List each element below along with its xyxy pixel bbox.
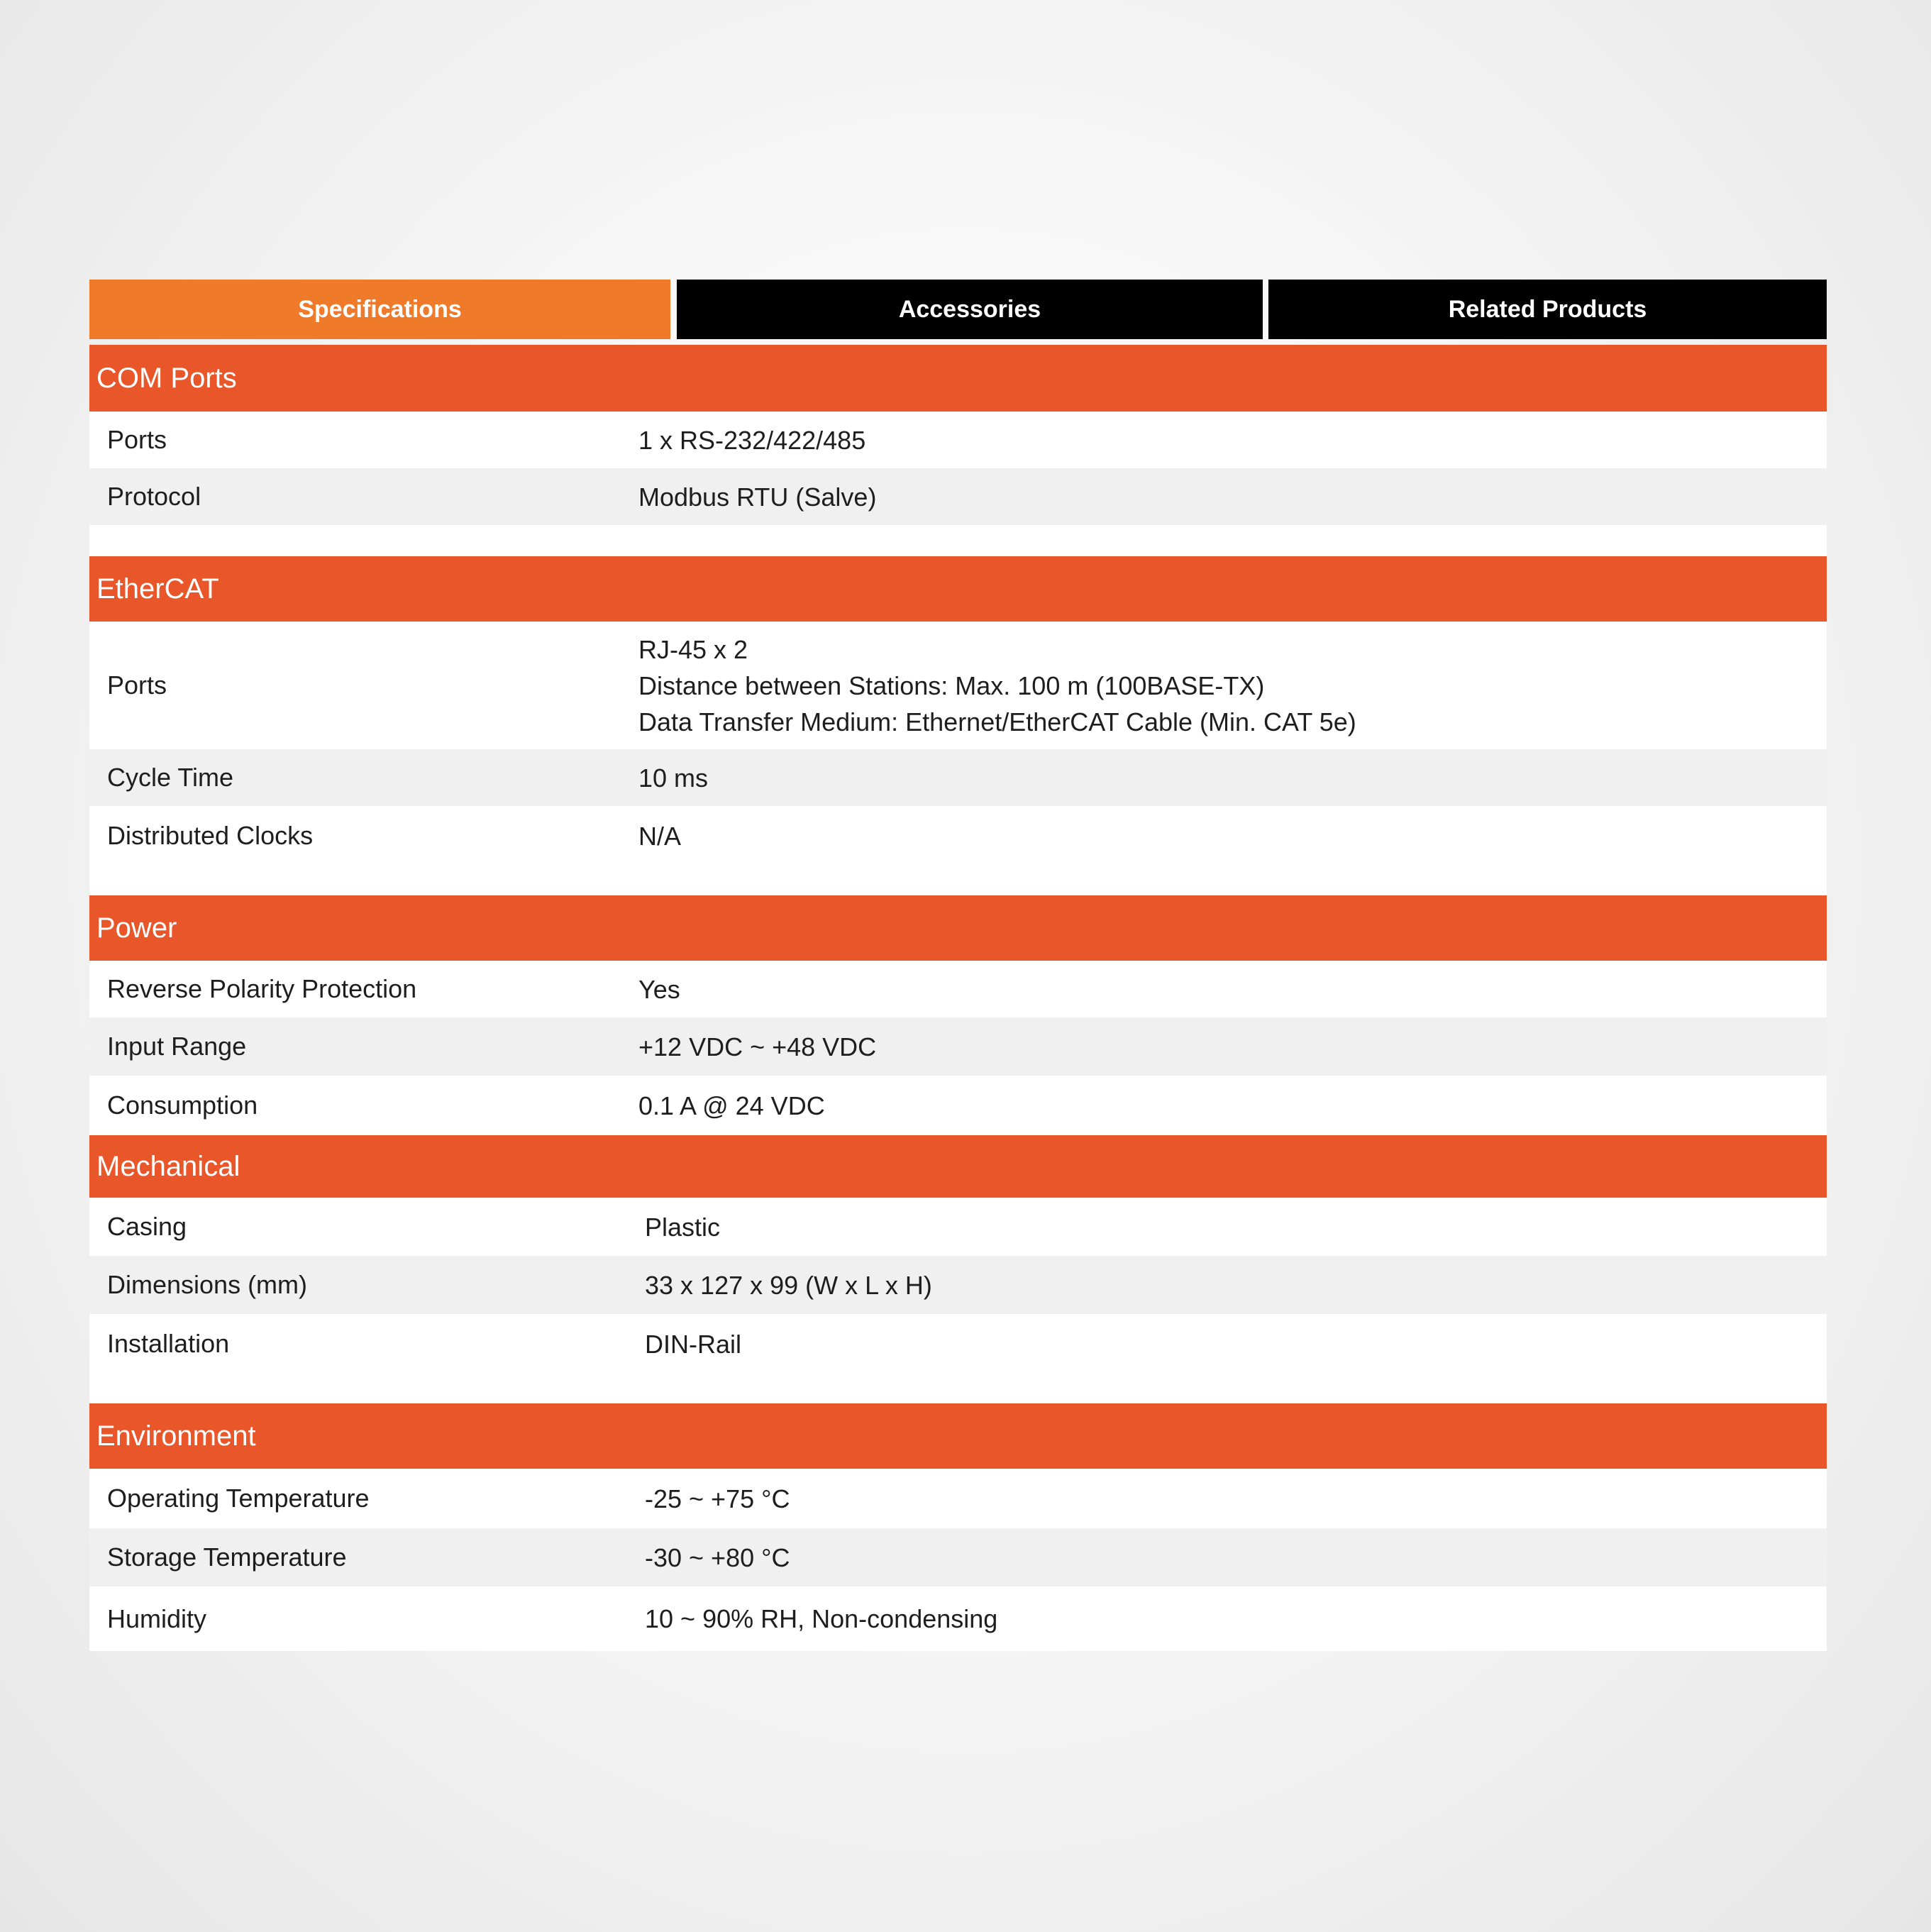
spec-value-line: 1 x RS-232/422/485 (638, 425, 866, 455)
spec-row-casing (89, 1198, 1827, 1256)
spec-label: Casing (107, 1212, 187, 1241)
spec-row-input-range (89, 1017, 1827, 1076)
spec-value (645, 1469, 790, 1528)
spec-row-storage-temperature (89, 1528, 1827, 1586)
spec-label: Operating Temperature (107, 1484, 370, 1513)
spec-row-installation (89, 1314, 1827, 1403)
spec-value-line: Plastic (645, 1212, 721, 1242)
tab-bar (89, 280, 1827, 339)
tab-accessories[interactable]: Accessories (677, 280, 1263, 339)
section-spacer (89, 525, 1827, 556)
spec-row-distributed-clocks (89, 806, 1827, 895)
spec-label: Installation (107, 1329, 230, 1358)
spec-value-line: RJ-45 x 2 (638, 634, 748, 664)
spec-value-line: 10 ~ 90% RH, Non-condensing (645, 1604, 998, 1633)
spec-value (638, 412, 865, 468)
spec-value-line: +12 VDC ~ +48 VDC (638, 1032, 877, 1061)
tab-specifications[interactable]: Specifications (89, 280, 670, 339)
spec-value (645, 1198, 720, 1256)
spec-row-operating-temperature (89, 1469, 1827, 1528)
spec-row-reverse-polarity (89, 961, 1827, 1017)
spec-label: Ports (107, 425, 167, 454)
section-title: Power (96, 912, 177, 944)
section-title: EtherCAT (96, 573, 219, 605)
spec-label: Ports (107, 670, 167, 700)
spec-value-line: Data Transfer Medium: Ethernet/EtherCAT Cable (Min. CAT 5e) (638, 707, 1356, 736)
spec-value-line: -30 ~ +80 °C (645, 1542, 790, 1572)
spec-label: Reverse Polarity Protection (107, 974, 417, 1003)
spec-value (638, 468, 876, 525)
spec-row-dimensions (89, 1256, 1827, 1314)
spec-value (638, 1076, 825, 1135)
spec-row-protocol (89, 468, 1827, 525)
tab-related-products[interactable]: Related Products (1268, 280, 1827, 339)
spec-label: Input Range (107, 1032, 247, 1061)
spec-value-line: 0.1 A @ 24 VDC (638, 1091, 825, 1120)
spec-value-line: Modbus RTU (Salve) (638, 482, 877, 512)
spec-label: Dimensions (mm) (107, 1270, 308, 1299)
spec-value (638, 1017, 876, 1076)
spec-row-com-ports (89, 412, 1827, 468)
section-header-environment (89, 1403, 1827, 1469)
spec-value (645, 1314, 741, 1374)
section-title: Environment (96, 1420, 256, 1452)
spec-value-line: N/A (638, 821, 682, 851)
spec-label: Distributed Clocks (107, 821, 314, 850)
section-title: Mechanical (96, 1150, 240, 1182)
spec-label: Storage Temperature (107, 1542, 347, 1572)
spec-value (638, 622, 1356, 749)
spec-value (645, 1586, 997, 1651)
spec-value-line: -25 ~ +75 °C (645, 1484, 790, 1513)
section-header-power (89, 895, 1827, 961)
spec-label: Humidity (107, 1603, 207, 1633)
spec-label: Protocol (107, 482, 201, 511)
spec-label: Cycle Time (107, 763, 234, 792)
spec-value-line: Distance between Stations: Max. 100 m (100BASE-TX) (638, 670, 1265, 700)
section-header-mechanical (89, 1135, 1827, 1198)
spec-value (638, 749, 708, 806)
spec-value-line: DIN-Rail (645, 1329, 742, 1359)
spec-row-consumption (89, 1076, 1827, 1135)
spec-row-ethercat-ports (89, 622, 1827, 749)
spec-value (645, 1528, 790, 1586)
spec-value-line: 10 ms (638, 763, 709, 793)
spec-value (638, 961, 680, 1017)
spec-value-line: 33 x 127 x 99 (W x L x H) (645, 1270, 932, 1300)
spec-value (645, 1256, 932, 1314)
section-title: COM Ports (96, 362, 237, 394)
spec-value-line: Yes (638, 974, 680, 1004)
section-header-ethercat (89, 556, 1827, 622)
spec-row-humidity (89, 1586, 1827, 1651)
spec-row-cycle-time (89, 749, 1827, 806)
spec-label: Consumption (107, 1091, 258, 1120)
spec-value (638, 806, 681, 866)
section-header-com-ports (89, 345, 1827, 412)
